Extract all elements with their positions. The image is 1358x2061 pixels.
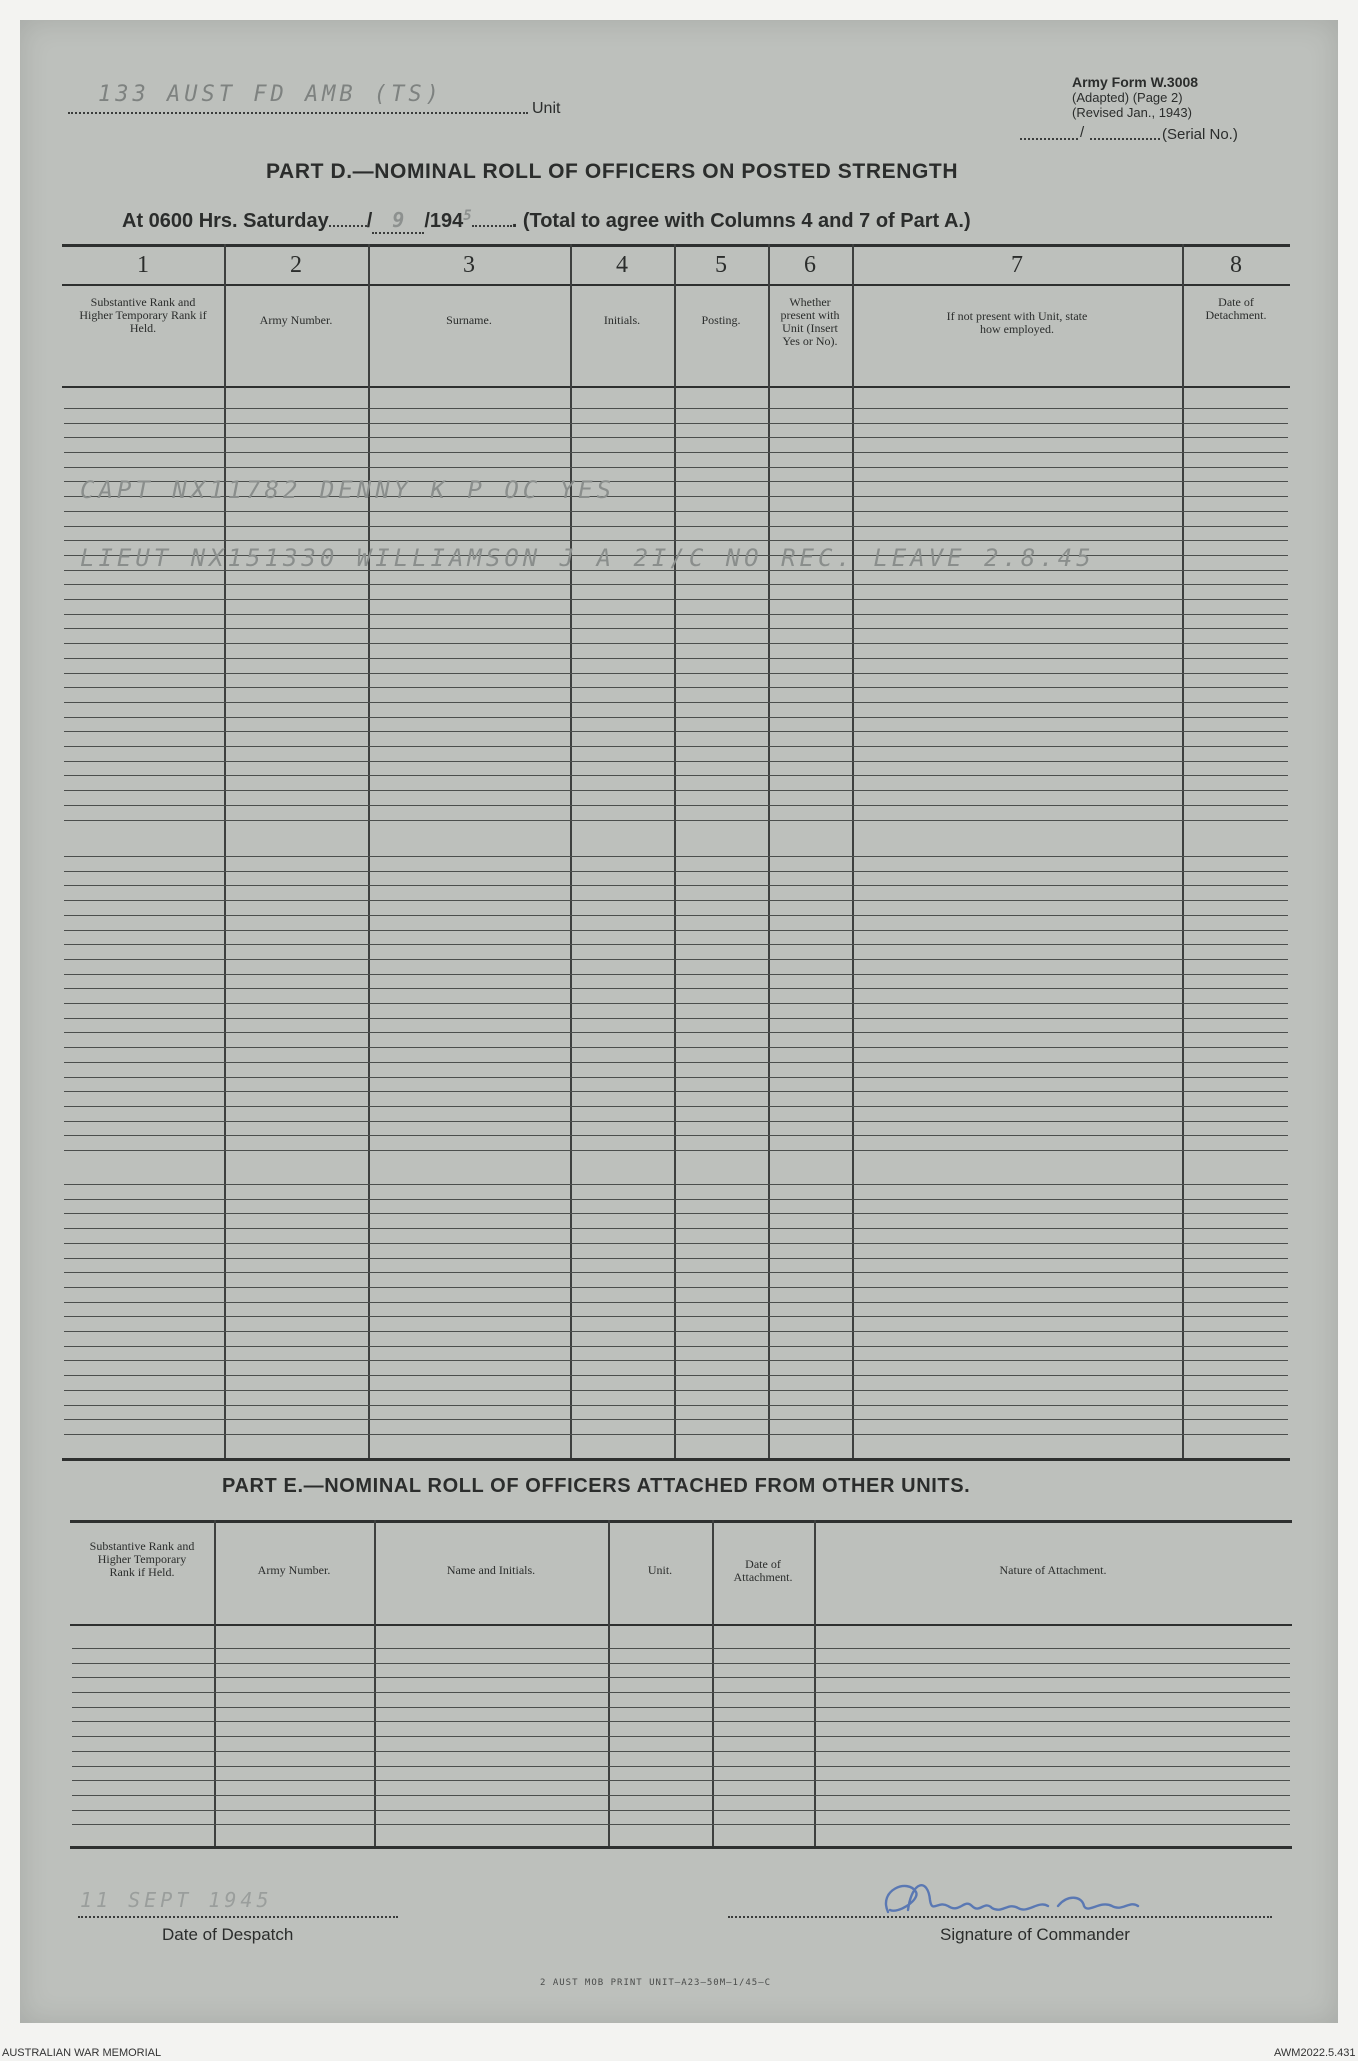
signature-label: Signature of Commander (940, 1925, 1130, 1944)
ruled-line (64, 614, 1288, 615)
ruled-line (64, 702, 1288, 703)
e-column-divider-3 (608, 1520, 610, 1846)
e-ruled-line (72, 1648, 1290, 1649)
ruled-line (64, 1047, 1288, 1048)
ruled-line (64, 988, 1288, 989)
e-ruled-line (72, 1824, 1290, 1825)
column-divider-1 (224, 244, 226, 1458)
column-divider-4 (674, 244, 676, 1458)
ruled-line (64, 731, 1288, 732)
ruled-line (64, 944, 1288, 945)
unit-label: Unit (532, 100, 561, 117)
e-ruled-line (72, 1780, 1290, 1781)
column-heading-1: Substantive Rank and Higher Temporary Rank if Held. (79, 295, 207, 335)
ruled-line (64, 1390, 1288, 1391)
column-number-rule (62, 284, 1290, 286)
ruled-line (64, 599, 1288, 600)
handwritten-entry-1: CAPT NX11782 DENNY K P OC YES (80, 476, 616, 504)
ruled-line (64, 1003, 1288, 1004)
e-column-divider-4 (712, 1520, 714, 1846)
year-prefix: /194 (424, 210, 464, 232)
ruled-line (64, 761, 1288, 762)
commander-signature (868, 1870, 1198, 1930)
e-table-bottom-border (70, 1846, 1292, 1849)
e-header-rule (70, 1624, 1292, 1626)
ruled-line (64, 584, 1288, 585)
handwritten-entry-2: LIEUT NX151330 WILLIAMSON J A 2I/C NO REC. LEAVE 2.8.45 (80, 544, 1095, 572)
despatch-date-handwritten: 11 SEPT 1945 (80, 1888, 273, 1912)
ruled-line (64, 775, 1288, 776)
date-slash-1: / (366, 210, 373, 232)
ruled-line (64, 746, 1288, 747)
column-divider-2 (368, 244, 370, 1458)
ruled-line (64, 900, 1288, 901)
ruled-line (64, 1405, 1288, 1406)
despatch-dotted-line (78, 1916, 398, 1918)
ruled-line (64, 974, 1288, 975)
ruled-line (64, 540, 1288, 541)
ruled-line (64, 820, 1288, 821)
column-heading-2: Army Number. (259, 313, 333, 327)
part-e-table (70, 1520, 1292, 1850)
ruled-line (64, 628, 1288, 629)
ruled-line (64, 1150, 1288, 1151)
ruled-line (64, 1062, 1288, 1063)
ruled-line (64, 1272, 1288, 1273)
ruled-line (64, 1213, 1288, 1214)
ruled-line (64, 1121, 1288, 1122)
ruled-line (64, 1077, 1288, 1078)
ruled-line (64, 1091, 1288, 1092)
ruled-line (64, 467, 1288, 468)
ruled-line (64, 423, 1288, 424)
column-divider-5 (768, 244, 770, 1458)
ruled-line (64, 1243, 1288, 1244)
serial-label: (Serial No.) (1162, 126, 1238, 143)
ruled-line (64, 805, 1288, 806)
e-column-heading-3: Name and Initials. (446, 1563, 536, 1577)
e-column-heading-1: Substantive Rank and Higher Temporary Rank if Held. (89, 1539, 195, 1579)
serial-slash: / (1080, 124, 1085, 141)
e-column-divider-2 (374, 1520, 376, 1846)
ruled-line (64, 526, 1288, 527)
e-ruled-line (72, 1721, 1290, 1722)
ruled-line (64, 1434, 1288, 1435)
signature-dotted-line (728, 1916, 1272, 1918)
column-divider-7 (1182, 244, 1184, 1458)
ruled-line (64, 1018, 1288, 1019)
ruled-line (64, 915, 1288, 916)
despatch-date-label: Date of Despatch (162, 1925, 294, 1944)
ruled-line (64, 1331, 1288, 1332)
ruled-line (64, 856, 1288, 857)
column-heading-5: Posting. (701, 313, 741, 327)
column-number-7: 7 (1011, 252, 1023, 278)
column-heading-6: Whether present with Unit (Insert Yes or No). (780, 295, 840, 348)
column-number-8: 8 (1230, 252, 1242, 278)
ruled-line (64, 1346, 1288, 1347)
column-heading-8: Date of Detachment. (1205, 295, 1267, 322)
total-note: . (Total to agree with Columns 4 and 7 of Part A.) (511, 210, 971, 232)
print-line: 2 AUST MOB PRINT UNIT—A23—50M—1/45—C (540, 1978, 772, 1988)
ruled-line (64, 1419, 1288, 1420)
year-suffix: 5 (463, 208, 472, 224)
date-month: 9 (372, 208, 424, 234)
at-date-line (122, 208, 971, 234)
column-divider-3 (570, 244, 572, 1458)
ruled-line (64, 437, 1288, 438)
ruled-line (64, 930, 1288, 931)
form-adapted: (Adapted) (Page 2) (1072, 90, 1183, 105)
column-number-4: 4 (616, 252, 628, 278)
unit-dotted-line (68, 112, 528, 114)
e-ruled-line (72, 1677, 1290, 1678)
e-column-heading-2: Army Number. (257, 1563, 331, 1577)
table-bottom-border (62, 1458, 1290, 1461)
column-heading-4: Initials. (603, 313, 641, 327)
e-column-heading-6: Nature of Attachment. (999, 1563, 1107, 1577)
serial-dotted-line-2 (1090, 138, 1160, 140)
e-ruled-line (72, 1736, 1290, 1737)
ruled-line (64, 1287, 1288, 1288)
form-page (20, 20, 1338, 2023)
ruled-line (64, 717, 1288, 718)
e-column-heading-5: Date of Attachment. (733, 1557, 793, 1584)
ruled-line (64, 1228, 1288, 1229)
ruled-line (64, 643, 1288, 644)
form-title: Army Form W.3008 (1072, 74, 1199, 90)
ruled-line (64, 673, 1288, 674)
ruled-line (64, 1258, 1288, 1259)
signature-scrawl (868, 1870, 1198, 1930)
ruled-line (64, 452, 1288, 453)
ruled-line (64, 959, 1288, 960)
ruled-line (64, 1032, 1288, 1033)
e-ruled-line (72, 1810, 1290, 1811)
ruled-line (64, 1360, 1288, 1361)
ruled-line (64, 1184, 1288, 1185)
credit-left: AUSTRALIAN WAR MEMORIAL (2, 2047, 162, 2059)
form-revised: (Revised Jan., 1943) (1072, 105, 1192, 120)
header-rule (62, 386, 1290, 388)
ruled-line (64, 1135, 1288, 1136)
column-number-1: 1 (137, 252, 149, 278)
e-ruled-line (72, 1766, 1290, 1767)
column-number-3: 3 (463, 252, 475, 278)
at-prefix: At 0600 Hrs. Saturday (122, 210, 329, 232)
e-ruled-line (72, 1692, 1290, 1693)
ruled-line (64, 1302, 1288, 1303)
ruled-line (64, 658, 1288, 659)
column-number-2: 2 (290, 252, 302, 278)
column-number-6: 6 (804, 252, 816, 278)
ruled-line (64, 687, 1288, 688)
column-divider-6 (852, 244, 854, 1458)
ruled-line (64, 790, 1288, 791)
ruled-line (64, 1316, 1288, 1317)
ruled-line (64, 1106, 1288, 1107)
e-ruled-line (72, 1751, 1290, 1752)
ruled-line (64, 511, 1288, 512)
table-top-border (62, 244, 1290, 247)
unit-handwritten: 133 AUST FD AMB (TS) (98, 82, 443, 107)
column-number-5: 5 (715, 252, 727, 278)
column-heading-3: Surname. (446, 313, 492, 327)
e-ruled-line (72, 1663, 1290, 1664)
part-d-table (62, 244, 1290, 1460)
column-heading-7: If not present with Unit, state how employed. (946, 309, 1088, 336)
e-column-divider-1 (214, 1520, 216, 1846)
ruled-line (64, 871, 1288, 872)
e-ruled-line (72, 1795, 1290, 1796)
ruled-line (64, 1199, 1288, 1200)
e-table-top-border (70, 1520, 1292, 1523)
part-d-title: PART D.—NOMINAL ROLL OF OFFICERS ON POSTED STRENGTH (266, 160, 959, 183)
credit-right: AWM2022.5.431 (1274, 2047, 1356, 2059)
e-column-divider-5 (814, 1520, 816, 1846)
ruled-line (64, 1375, 1288, 1376)
serial-dotted-line (1020, 138, 1078, 140)
e-column-heading-4: Unit. (647, 1563, 673, 1577)
e-ruled-line (72, 1707, 1290, 1708)
part-e-title: PART E.—NOMINAL ROLL OF OFFICERS ATTACHED FROM OTHER UNITS. (222, 1475, 971, 1497)
ruled-line (64, 408, 1288, 409)
ruled-line (64, 885, 1288, 886)
